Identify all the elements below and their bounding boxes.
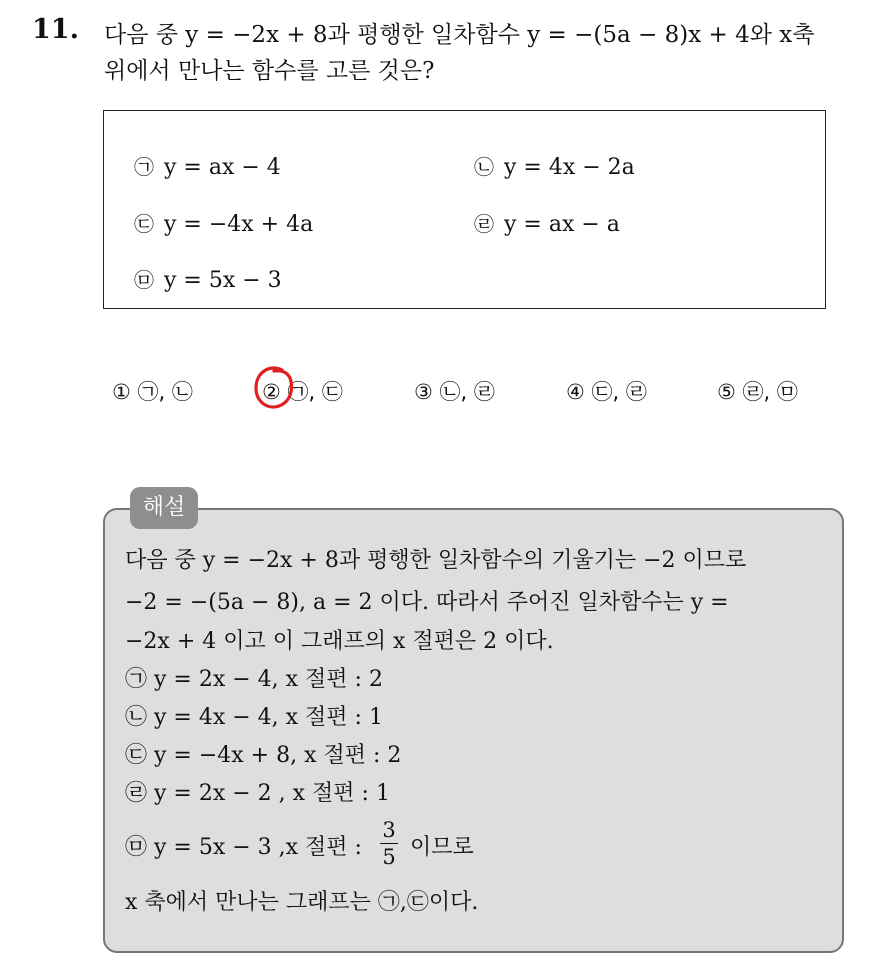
item-text: y = −4x + 4a [164, 212, 314, 237]
fraction-denominator: 5 [382, 845, 396, 869]
solution-line-3: −2x + 4 이고 이 그래프의 x 절편은 2 이다. [125, 629, 554, 654]
answer-choice-1[interactable]: ① ㉠, ㉡ [112, 380, 193, 404]
condition-item [474, 208, 620, 237]
solution-line-9: x 축에서 만나는 그래프는 ㉠,㉢이다. [125, 890, 479, 915]
solution-line-7: ㉣ y = 2x − 2 , x 절편 : 1 [125, 781, 390, 806]
condition-item [474, 151, 635, 180]
solution-line-2: −2 = −(5a − 8), a = 2 이다. 따라서 주어진 일차함수는 y = [125, 590, 729, 615]
answer-choice-5[interactable]: ⑤ ㉣, ㉤ [717, 380, 798, 404]
answer-choice-3[interactable]: ③ ㉡, ㉣ [414, 380, 495, 404]
fraction-numerator: 3 [382, 818, 396, 842]
condition-item [134, 151, 281, 180]
solution-line-6: ㉢ y = −4x + 8, x 절편 : 2 [125, 743, 402, 768]
answer-circle-icon [252, 364, 296, 412]
question-text-line-1: 다음 중 y = −2x + 8과 평행한 일차함수 y = −(5a − 8)x + 4와 x축 [104, 22, 815, 48]
answer-choice-2[interactable]: ② ㉠, ㉢ [262, 380, 343, 404]
solution-line-1: 다음 중 y = −2x + 8과 평행한 일차함수의 기울기는 −2 이므로 [125, 548, 747, 573]
item-mark: ㉠ [134, 155, 154, 179]
fraction [380, 818, 398, 869]
question-text-line-2: 위에서 만나는 함수를 고른 것은? [104, 58, 435, 84]
item-text: y = 4x − 2a [504, 155, 635, 180]
solution-line-8: ㉤ y = 5x − 3 ,x 절편 : [125, 835, 362, 860]
answer-choice-4[interactable]: ④ ㉢, ㉣ [566, 380, 647, 404]
item-text: y = ax − 4 [164, 155, 281, 180]
item-mark: ㉤ [134, 268, 154, 292]
item-mark: ㉣ [474, 212, 494, 236]
solution-tag: 해설 [130, 487, 198, 529]
item-text: y = 5x − 3 [164, 268, 282, 293]
condition-box [103, 110, 826, 309]
item-mark: ㉡ [474, 155, 494, 179]
solution-line-5: ㉡ y = 4x − 4, x 절편 : 1 [125, 705, 383, 730]
condition-item [134, 264, 282, 293]
item-text: y = ax − a [504, 212, 620, 237]
solution-line-4: ㉠ y = 2x − 4, x 절편 : 2 [125, 667, 383, 692]
item-mark: ㉢ [134, 212, 154, 236]
condition-item [134, 208, 313, 237]
fraction-tail: 이므로 [410, 835, 474, 860]
question-number: 11. [32, 14, 79, 45]
fraction-bar [380, 843, 398, 844]
